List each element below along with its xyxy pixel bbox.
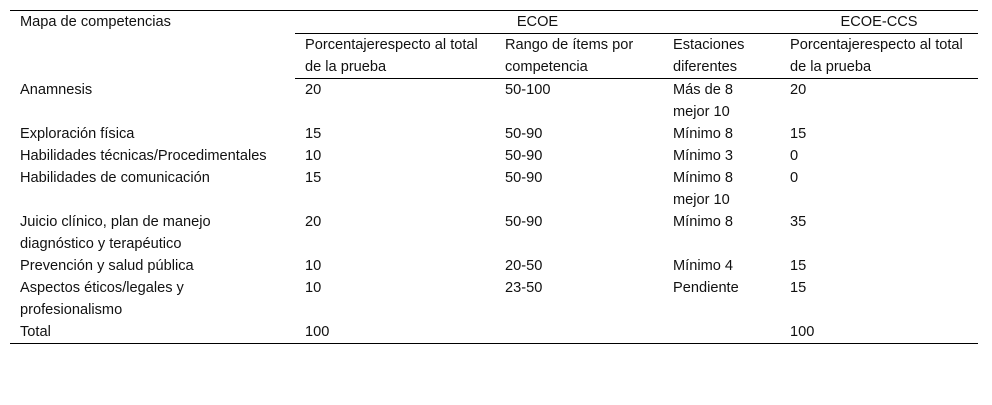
competency-cell: Habilidades técnicas/Procedimentales [20,148,267,164]
header-ecoe-percentage: Porcentajerespecto al total de la prueba [295,34,495,79]
ecoe-ccs-percentage-cell: 0 [790,148,799,164]
total-stations-cell [663,321,780,344]
table-row [10,255,978,277]
header-group-ecoe-ccs: ECOE-CCS [780,11,978,34]
total-ecoe-percentage-cell: 100 [295,321,495,344]
ecoe-percentage-cell: 20 [305,214,322,230]
ecoe-percentage-cell: 20 [305,82,322,98]
competency-cell: Anamnesis [20,81,93,98]
header-competency-map: Mapa de competencias [10,11,295,79]
stations-cell: Mínimo 3 [673,148,734,164]
total-row [10,321,978,344]
table-row [10,277,978,321]
competency-cell: Prevención y salud pública [20,258,194,274]
header-row-groups [10,11,978,34]
stations-cell: Más de 8 mejor 10 [673,82,734,120]
stations-cell: Mínimo 8 [673,126,734,142]
item-range-cell: 50-90 [505,214,543,230]
competency-cell: Juicio clínico, plan de manejo diagnóstico y terapéutico [20,214,211,252]
item-range-cell: 20-50 [505,258,543,274]
competency-cell: Exploración física [20,126,135,142]
total-item-range-cell [495,321,663,344]
table-row [10,211,978,255]
ecoe-percentage-cell: 15 [305,126,322,142]
header-ecoe-item-range: Rango de ítems por competencia [495,34,663,79]
stations-cell: Pendiente [673,280,739,296]
total-label-cell: Total [10,321,295,344]
table-row [10,79,978,124]
ecoe-ccs-percentage-cell: 15 [790,126,807,142]
stations-cell: Mínimo 8 mejor 10 [673,170,734,208]
item-range-cell: 50-90 [505,170,543,186]
competency-cell: Aspectos éticos/legales y profesionalismo [20,280,184,318]
competency-map-table [10,10,978,344]
table-row [10,167,978,211]
ecoe-ccs-percentage-cell: 15 [790,258,807,274]
total-ecoe-ccs-percentage-cell: 100 [780,321,978,344]
ecoe-percentage-cell: 10 [305,148,322,164]
ecoe-ccs-percentage-cell: 15 [790,280,807,296]
item-range-cell: 50-100 [505,82,551,98]
ecoe-percentage-cell: 10 [305,258,322,274]
stations-cell: Mínimo 8 [673,214,734,230]
header-ecoe-ccs-percentage: Porcentajerespecto al total de la prueba [780,34,978,79]
table-row [10,123,978,145]
competency-cell: Habilidades de comunicación [20,170,210,186]
ecoe-ccs-percentage-cell: 0 [790,170,799,186]
item-range-cell: 50-90 [505,126,543,142]
ecoe-percentage-cell: 15 [305,170,322,186]
ecoe-ccs-percentage-cell: 20 [790,82,807,98]
stations-cell: Mínimo 4 [673,258,734,274]
header-group-ecoe: ECOE [295,11,780,34]
ecoe-ccs-percentage-cell: 35 [790,214,807,230]
ecoe-percentage-cell: 10 [305,280,322,296]
item-range-cell: 23-50 [505,280,543,296]
item-range-cell: 50-90 [505,148,543,164]
table-row [10,145,978,167]
header-ecoe-stations: Estaciones diferentes [663,34,780,79]
